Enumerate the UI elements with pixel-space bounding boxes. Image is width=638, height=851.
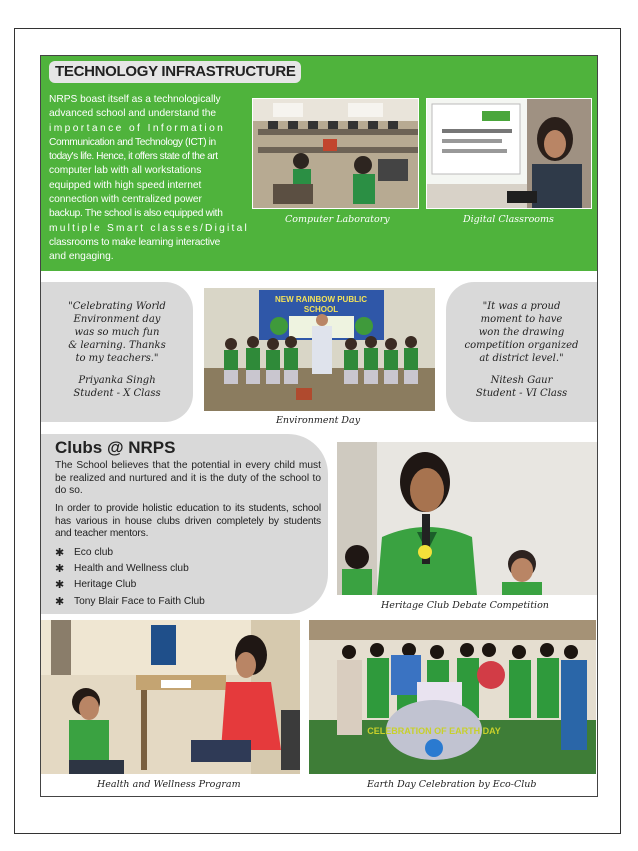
- environment-banner-line1: NEW RAINBOW PUBLIC: [275, 295, 367, 304]
- club-item-label: Eco club: [74, 546, 114, 558]
- technology-line: computer lab with all workstations: [49, 165, 202, 177]
- club-item: [55, 577, 205, 593]
- clubs-paragraph-1: The School believes that the potential in every child must be realized and nurtured and it is the duty of the school to do so.: [55, 460, 321, 497]
- computer-lab-caption: Computer Laboratory: [285, 214, 390, 225]
- quote-author-name: Priyanka Singh: [78, 375, 156, 386]
- student-quote-left: [41, 282, 193, 422]
- technology-line: connection with centralized power: [49, 194, 202, 206]
- quote-author-name: Nitesh Gaur: [490, 375, 553, 386]
- technology-line: i m p o r t a n c e o f I n f o r m a t i o n: [49, 122, 223, 134]
- quote-line: was so much fun: [74, 327, 160, 338]
- earth-day-board-text: CELEBRATION OF EARTH DAY: [367, 726, 501, 736]
- quote-line: Environment day: [73, 314, 161, 325]
- technology-line: equipped with high speed internet: [49, 179, 202, 191]
- environment-day-caption: Environment Day: [276, 415, 361, 426]
- club-item-label: Heritage Club: [74, 579, 137, 591]
- technology-description: [49, 93, 249, 265]
- quote-author-class: Student - VI Class: [475, 388, 568, 399]
- technology-line: backup. The school is also equipped with: [49, 208, 223, 220]
- clubs-title: Clubs @ NRPS: [55, 438, 176, 457]
- quote-line: won the drawing: [478, 327, 565, 338]
- heritage-debate-caption: Heritage Club Debate Competition: [381, 600, 549, 611]
- asterisk-bullet-icon: ✱: [55, 579, 65, 592]
- technology-line: Communication and Technology (ICT) in: [49, 136, 216, 148]
- environment-banner-line2: SCHOOL: [303, 305, 339, 314]
- club-item-label: Tony Blair Face to Faith Club: [74, 595, 205, 607]
- health-wellness-caption: Health and Wellness Program: [97, 779, 241, 790]
- quote-line: "Celebrating World: [68, 301, 166, 312]
- heritage-debate-photo: [337, 442, 597, 595]
- asterisk-bullet-icon: ✱: [55, 563, 65, 576]
- quote-line: to my teachers.": [75, 353, 159, 364]
- quote-line: competition organized: [464, 340, 579, 351]
- quote-line: at district level.": [479, 353, 564, 364]
- asterisk-bullet-icon: ✱: [55, 595, 65, 608]
- computer-lab-photo: [252, 98, 419, 209]
- earth-day-caption: Earth Day Celebration by Eco-Club: [367, 779, 537, 790]
- student-quote-right: [446, 282, 597, 422]
- club-item: [55, 593, 205, 609]
- club-item: [55, 544, 205, 560]
- technology-line: today's life. Hence, it offers state of the art: [49, 151, 218, 163]
- digital-classroom-photo: [426, 98, 592, 209]
- technology-line: NRPS boast itself as a technologically: [49, 94, 221, 105]
- health-wellness-photo: [41, 620, 300, 774]
- quote-line: & learning. Thanks: [68, 340, 166, 351]
- earth-day-photo: [309, 620, 596, 774]
- club-item-label: Health and Wellness club: [74, 563, 189, 575]
- technology-section-title: TECHNOLOGY INFRASTRUCTURE: [49, 61, 301, 83]
- quote-line: "It was a proud: [482, 301, 561, 312]
- technology-line: and engaging.: [49, 251, 114, 263]
- technology-line: classrooms to make learning interactive: [49, 236, 221, 248]
- environment-day-photo: [204, 288, 435, 411]
- digital-classroom-caption: Digital Classrooms: [463, 214, 554, 225]
- club-item: [55, 560, 205, 576]
- technology-line: m u l t i p l e S m a r t c l a s s e s / D i g i t a l: [49, 222, 247, 234]
- quote-line: moment to have: [480, 314, 563, 325]
- quote-author-class: Student - X Class: [73, 388, 161, 399]
- clubs-list: [55, 544, 205, 610]
- technology-line: advanced school and understand the: [49, 108, 217, 120]
- asterisk-bullet-icon: ✱: [55, 546, 65, 559]
- clubs-paragraph-2: In order to provide holistic education to its students, school has various in house clubs driven completely by students and teacher mentors.: [55, 503, 321, 540]
